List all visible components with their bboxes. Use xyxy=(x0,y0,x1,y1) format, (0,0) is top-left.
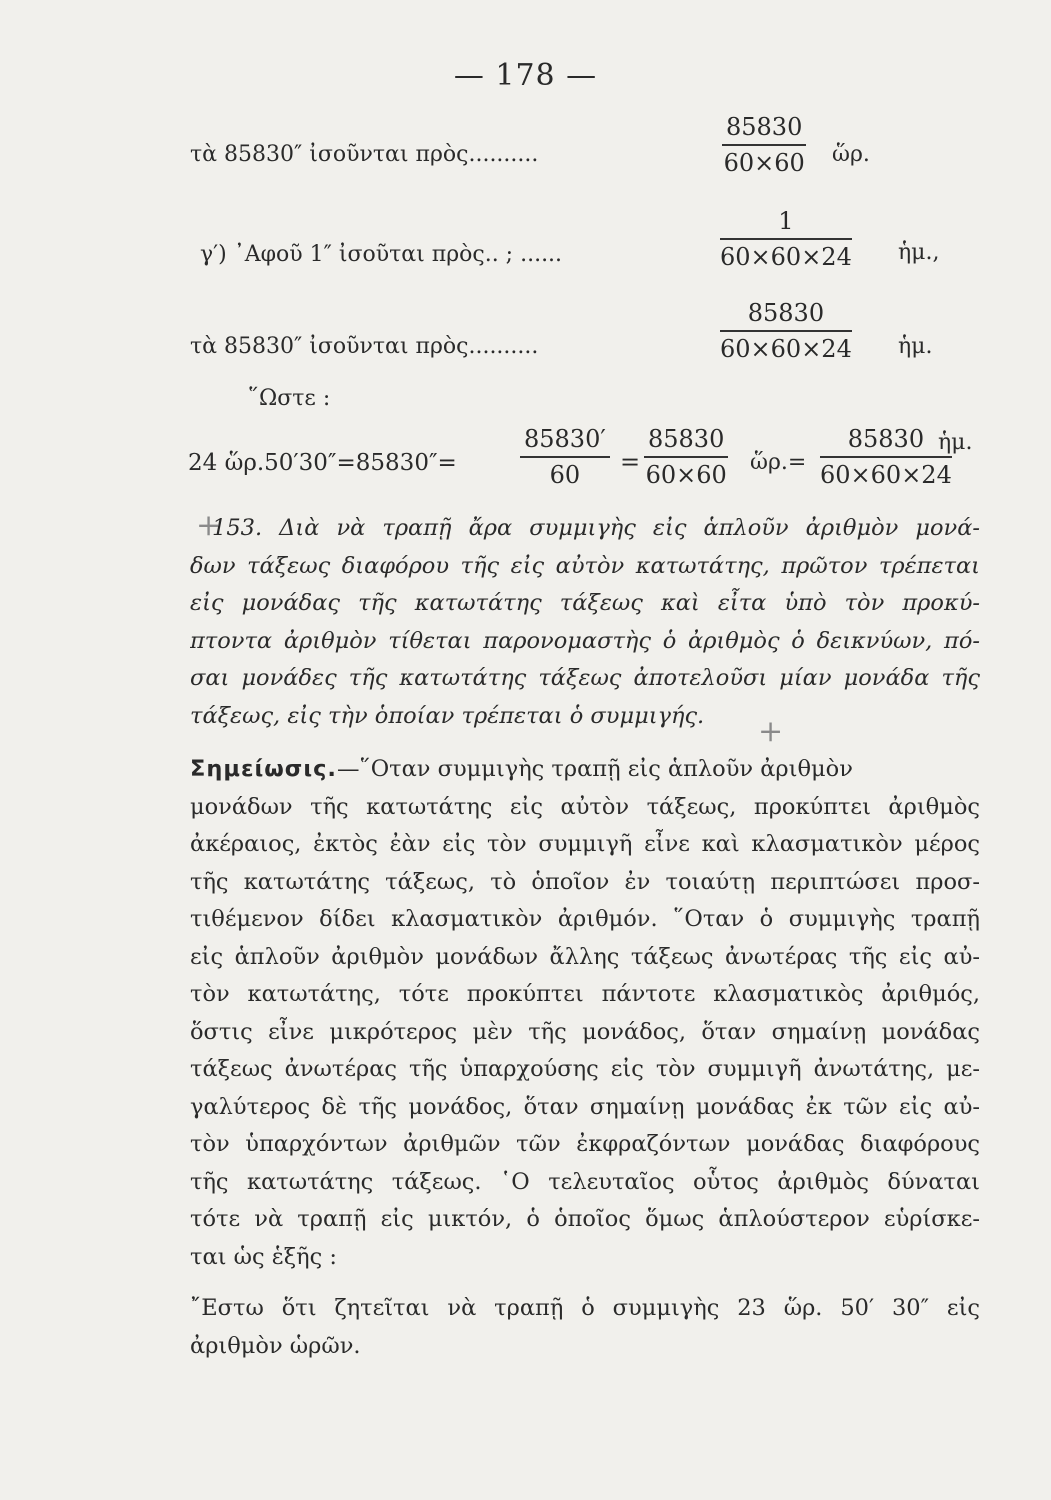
fraction-denominator: 60×60×24 xyxy=(720,335,852,363)
note-heading: Σημείωσις. xyxy=(190,756,337,782)
text-line: τιθέμενον δίδει κλασματικὸν ἀριθμόν. ῞Οταν ὁ συμμιγὴς τραπῇ xyxy=(190,906,980,932)
margin-mark-icon: + xyxy=(758,714,784,749)
text-line: ἀκέραιος, ἐκτὸς ἐὰν εἰς τὸν συμμιγῆ εἶνε καὶ κλασματικὸν μέρος xyxy=(190,831,980,857)
page-number: — 178 — xyxy=(453,58,598,93)
fraction-denominator: 60×60×24 xyxy=(820,461,952,489)
fraction-numerator: 85830 xyxy=(820,424,952,458)
equation-3-fraction xyxy=(720,298,852,364)
text-line: τῆς κατωτάτης τάξεως, τὸ ὁποῖον ἐν τοιαύτῃ περιπτώσει προσ- xyxy=(190,868,980,895)
equation-1-text: τὰ 85830″ ἰσοῦνται πρὸς.......... xyxy=(190,142,539,167)
text-line: εἰς μονάδας τῆς κατωτάτης τάξεως καὶ εἶτα ὑπὸ τὸν προκύ- xyxy=(190,590,980,616)
fraction-denominator: 60×60×24 xyxy=(720,243,852,271)
equation-1-unit: ὥρ. xyxy=(832,142,870,167)
equation-4-lhs: 24 ὥρ.50′30″=85830″= xyxy=(188,450,457,476)
equation-4-fraction-3 xyxy=(820,424,952,490)
note-first-line xyxy=(190,751,980,789)
fraction-numerator: 85830 xyxy=(644,424,728,458)
text-line: —῞Οταν συμμιγὴς τραπῇ εἰς ἁπλοῦν ἀριθμὸν xyxy=(336,756,853,782)
equation-2-text: γ′) ᾿Αφοῦ 1″ ἰσοῦται πρὸς.. ; ...... xyxy=(200,242,563,267)
hoste-label: ῞Ωστε : xyxy=(248,386,331,411)
equation-4-fraction-1 xyxy=(520,424,610,490)
text-line: ἀριθμὸν ὡρῶν. xyxy=(190,1332,361,1359)
note-paragraph xyxy=(190,751,980,1276)
text-line: δων τάξεως διαφόρου τῆς εἰς αὐτὸν κατωτάτης, πρῶτον τρέπεται xyxy=(190,552,980,579)
text-line: τάξεως, εἰς τὴν ὁποίαν τρέπεται ὁ συμμιγής. xyxy=(190,702,705,729)
equation-1-fraction xyxy=(722,112,806,178)
equals-sign: = xyxy=(620,448,641,476)
paragraph-153 xyxy=(190,510,980,735)
text-line: ὅστις εἶνε μικρότερος μὲν τῆς μονάδος, ὅταν σημαίνῃ μονάδας xyxy=(190,1018,980,1045)
text-line: ῎Εστω ὅτι ζητεῖται νὰ τραπῇ ὁ συμμιγὴς 23 ὥρ. 50′ 30″ εἰς xyxy=(190,1295,980,1321)
text-line: τῆς κατωτάτης τάξεως. ῾Ο τελευταῖος οὗτος ἀριθμὸς δύναται xyxy=(190,1168,980,1195)
text-line: πτοντα ἀριθμὸν τίθεται παρονομαστὴς ὁ ἀριθμὸς ὁ δεικνύων, πό- xyxy=(190,627,980,654)
margin-mark-icon: + xyxy=(196,508,222,543)
text-line: γαλύτερος δὲ τῆς μονάδος, ὅταν σημαίνῃ μονάδας ἐκ τῶν εἰς αὐ- xyxy=(190,1093,980,1120)
text-line: σαι μονάδες τῆς κατωτάτης τάξεως ἀποτελοῦσι μίαν μονάδα τῆς xyxy=(190,665,980,691)
equation-4-fraction-2 xyxy=(644,424,728,490)
fraction-denominator: 60×60 xyxy=(645,461,727,489)
fraction-numerator: 85830 xyxy=(722,112,806,146)
final-paragraph xyxy=(190,1290,980,1365)
text-line: τὸν κατωτάτης, τότε προκύπτει πάντοτε κλασματικὸς ἀριθμός, xyxy=(190,981,980,1007)
text-line: 153. Διὰ νὰ τραπῇ ἄρα συμμιγὴς εἰς ἁπλοῦν ἀριθμὸν μονά- xyxy=(212,515,980,541)
text-line: μονάδων τῆς κατωτάτης εἰς αὐτὸν τάξεως, προκύπτει ἀριθμὸς xyxy=(190,793,980,820)
fraction-numerator: 85830′ xyxy=(520,424,610,458)
equation-4-unit-hours: ὥρ.= xyxy=(750,450,807,475)
fraction-numerator: 1 xyxy=(720,206,852,240)
equation-4-unit-days: ἡμ. xyxy=(938,430,973,455)
text-line: ται ὡς ἑξῆς : xyxy=(190,1243,337,1270)
equation-3-unit: ἡμ. xyxy=(898,334,933,359)
text-line: τότε νὰ τραπῇ εἰς μικτόν, ὁ ὁποῖος ὅμως ἁπλούστερον εὑρίσκε- xyxy=(190,1206,980,1232)
equation-3-text: τὰ 85830″ ἰσοῦνται πρὸς.......... xyxy=(190,334,539,359)
equation-2-unit: ἡμ., xyxy=(898,240,940,265)
text-line: τάξεως ἀνωτέρας τῆς ὑπαρχούσης εἰς τὸν συμμιγῆ ἀνωτάτης, με- xyxy=(190,1056,980,1082)
fraction-denominator: 60×60 xyxy=(723,149,805,177)
fraction-denominator: 60 xyxy=(549,461,581,489)
fraction-numerator: 85830 xyxy=(720,298,852,332)
text-line: τὸν ὑπαρχόντων ἀριθμῶν τῶν ἐκφραζόντων μονάδας διαφόρους xyxy=(190,1131,980,1157)
equation-2-fraction xyxy=(720,206,852,272)
text-line: εἰς ἁπλοῦν ἀριθμὸν μονάδων ἄλλης τάξεως ἀνωτέρας τῆς εἰς αὐ- xyxy=(190,943,980,970)
